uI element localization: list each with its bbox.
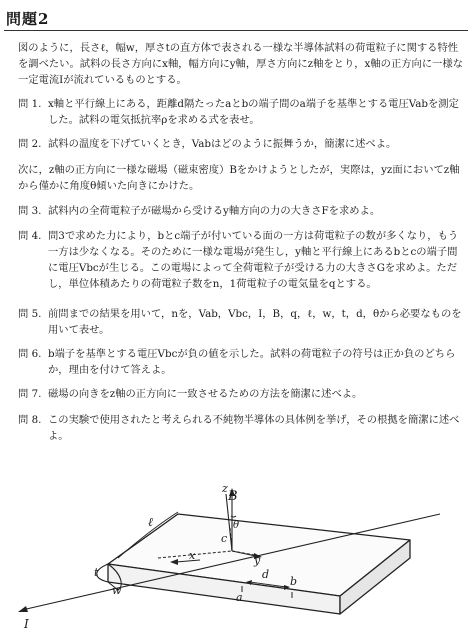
- middle-paragraph: 次に，z軸の正方向に一様な磁場（磁束密度）Bをかけようとしたが，実際は，yz面においてz軸から僅かに角度θ傾いた向きにかけた。: [18, 164, 460, 192]
- y-label: y: [254, 554, 261, 567]
- sample-figure: [0, 478, 472, 640]
- theta-label: θ: [233, 520, 240, 531]
- question-5: [18, 306, 466, 338]
- w-label: w: [112, 584, 122, 597]
- question-1-label: 問 1.: [18, 98, 42, 110]
- l-label: ℓ: [148, 515, 153, 529]
- question-7: [18, 386, 466, 402]
- d-label: d: [262, 568, 270, 581]
- z-label: z: [222, 482, 228, 495]
- question-8-text: この実験で使用されたと考えられる不純物半導体の具体例を挙げ，その根拠を簡潔に述べよ。: [48, 414, 460, 442]
- question-1: [18, 96, 466, 128]
- t-label: t: [94, 566, 99, 579]
- b-terminal-label: b: [290, 575, 298, 588]
- problem-title: 問題2: [6, 10, 50, 28]
- question-4: [18, 228, 466, 292]
- b-label: B: [228, 489, 238, 504]
- title-rule: [4, 30, 468, 31]
- current-arrowhead: [18, 606, 28, 612]
- theta-arc: [231, 516, 236, 517]
- question-2-label: 問 2.: [18, 138, 42, 150]
- c-label: c: [221, 532, 228, 545]
- question-3: [18, 203, 466, 219]
- question-5-label: 問 5.: [18, 308, 42, 320]
- question-6-label: 問 6.: [18, 348, 42, 360]
- i-label: I: [24, 617, 29, 631]
- question-8-label: 問 8.: [18, 414, 42, 426]
- question-6: [18, 346, 466, 378]
- question-7-label: 問 7.: [18, 388, 42, 400]
- question-1-text: x軸と平行線上にある，距離d隔たったaとbの端子間のa端子を基準とする電圧Vabを測定した。試料の電気抵抗率ρを求める式を表せ。: [48, 98, 459, 126]
- question-6-text: b端子を基準とする電圧Vbcが負の値を示した。試料の荷電粒子の符号は正か負のどちらか，理由を付けて答えよ。: [48, 348, 456, 376]
- question-5-text: 前問までの結果を用いて，nを，Vab，Vbc，I，B，q，ℓ，w，t，d，θから必要なものを用いて表せ。: [48, 308, 462, 336]
- question-4-label: 問 4.: [18, 230, 42, 242]
- question-8: [18, 412, 466, 444]
- question-3-label: 問 3.: [18, 205, 42, 217]
- question-2: [18, 136, 466, 152]
- question-4-text: 問3で求めた力により，bとc端子が付いている面の一方は荷電粒子の数が多くなり，もう一方は少なくなる。そのために一様な電場が発生し，y軸と平行線上にあるbとcの端子間に電圧Vbcが生じる。この電場によって全荷電粒子が受ける力の大きさGを求めよ。ただし，単位体積あたりの荷電粒子数をn，1荷電粒子の電気量をqとする。: [48, 230, 459, 290]
- intro-paragraph: 図のように，長さℓ，幅w，厚さtの直方体で表される一様な半導体試料の荷電粒子に関する特性を調べたい。試料の長さ方向にx軸，幅方向にy軸，厚さ方向にz軸をとり，x軸の正方向に一様な一定電流Iが流れているものとする。: [18, 42, 464, 86]
- question-7-text: 磁場の向きをz軸の正方向に一致させるための方法を簡潔に述べよ。: [48, 388, 363, 400]
- question-2-text: 試料の温度を下げていくとき，Vabはどのように振舞うか，簡潔に述べよ。: [48, 138, 397, 150]
- question-3-text: 試料内の全荷電粒子が磁場から受けるy軸方向の力の大きさFを求めよ。: [48, 205, 381, 217]
- x-label: x: [189, 549, 196, 562]
- a-label: a: [236, 591, 243, 604]
